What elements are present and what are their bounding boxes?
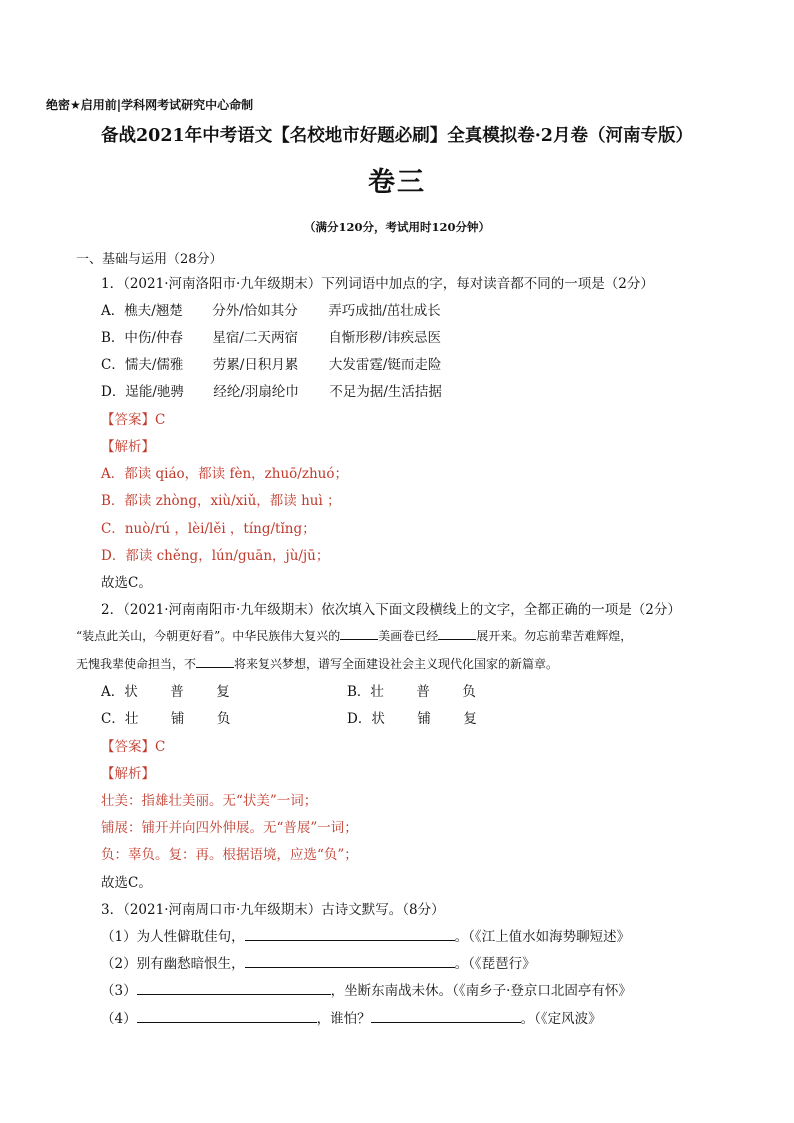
option-label: D． (101, 384, 126, 400)
passage-text: 美画卷已经 (378, 629, 439, 643)
q2-answer (101, 735, 165, 755)
q2-passage-line-1 (76, 626, 632, 644)
option-word: 星宿/二天两宿 (212, 330, 298, 346)
option-label: B． (347, 684, 371, 700)
option-char: 状 (124, 684, 138, 700)
passage-text: 展开来。勿忘前辈苦难辉煌， (476, 629, 633, 643)
option-char: 普 (416, 684, 430, 700)
answer-tag: 【答案】 (101, 412, 155, 428)
item-source: ，坐断东南战未休。（《南乡子·登京口北固亭有怀》 (330, 983, 632, 999)
q3-item-2 (101, 952, 536, 972)
option-word: 逞能/驰骋 (125, 384, 184, 400)
item-source: 。（《琵琶行》 (454, 956, 536, 972)
q1-option-a (101, 299, 441, 319)
option-char: 壮 (124, 711, 139, 727)
fill-blank (196, 654, 234, 668)
option-char: 状 (371, 711, 385, 727)
answer-value: C (155, 412, 166, 428)
q1-analysis-b: B．都读 zhòng，xiù/xiǔ，都读 huì ； (101, 493, 341, 509)
option-word: 自惭形秽/讳疾忌医 (328, 330, 441, 346)
q2-analysis-tag: 【解析】 (101, 766, 155, 782)
q2-option-d (347, 707, 477, 727)
option-word: 中伤/仲春 (124, 330, 183, 346)
answer-tag: 【答案】 (101, 739, 155, 755)
volume-title: 卷三 (368, 167, 426, 198)
item-source: 。（《江上值水如海势聊短述》 (454, 929, 631, 945)
option-char: 复 (463, 711, 477, 727)
q1-analysis-tag: 【解析】 (101, 439, 155, 455)
item-text: （4） (101, 1011, 137, 1027)
option-word: 大发雷霆/铤而走险 (328, 357, 442, 373)
q2-conclusion: 故选C。 (101, 875, 152, 891)
option-char: 壮 (370, 684, 384, 700)
fill-blank (438, 626, 476, 640)
question-3-stem: 3．（2021·河南周口市·九年级期末）古诗文默写。（8分） (101, 902, 445, 918)
q1-answer (101, 408, 165, 428)
answer-blank (245, 927, 455, 941)
option-word: 不足为据/生活拮据 (329, 384, 442, 400)
answer-blank (245, 954, 455, 968)
item-text: （1）为人性僻耽佳句， (101, 929, 245, 945)
fill-blank (340, 626, 378, 640)
item-text: （2）别有幽愁暗恨生， (101, 956, 245, 972)
confidential-note: 绝密★启用前|学科网考试研究中心命制 (46, 98, 254, 112)
q1-option-d (101, 380, 442, 400)
option-word: 经纶/羽扇纶巾 (213, 384, 299, 400)
option-char: 负 (462, 684, 476, 700)
passage-text: “装点此关山，今朝更好看”。中华民族伟大复兴的 (76, 629, 341, 643)
answer-blank (137, 981, 331, 995)
item-text: ，谁怕？ (316, 1011, 371, 1027)
q2-option-b (347, 680, 476, 700)
q1-conclusion: 故选C。 (101, 575, 152, 591)
option-label: B． (101, 330, 125, 346)
q1-analysis-c: C．nuò/rú ，lèi/lěi ，tíng/tǐng； (101, 521, 316, 537)
option-char: 铺 (170, 711, 185, 727)
passage-text: 无愧我辈使命担当，不 (76, 657, 197, 671)
q2-option-c (101, 707, 230, 727)
question-1-stem: 1．（2021·河南洛阳市·九年级期末）下列词语中加点的字，每对读音都不同的一项是（2分） (101, 276, 654, 292)
option-word: 懦夫/儒雅 (124, 357, 184, 373)
answer-blank (371, 1009, 521, 1023)
q2-analysis-2: 铺展：铺开并向四外伸展。无“普展”一词； (101, 820, 358, 836)
score-note: （满分120分，考试用时120分钟） (303, 220, 490, 234)
option-word: 樵夫/翘楚 (124, 303, 183, 319)
option-label: A． (101, 303, 125, 319)
q2-passage-line-2 (76, 654, 558, 672)
option-label: C． (101, 357, 125, 373)
option-label: C． (101, 711, 125, 727)
answer-value: C (155, 739, 166, 755)
option-word: 劳累/日积月累 (212, 357, 299, 373)
q1-analysis-d: D．都读 chěng，lún/guān，jù/jū； (101, 548, 330, 564)
option-label: D． (347, 711, 372, 727)
option-label: A． (101, 684, 125, 700)
q2-analysis-3: 负：辜负。复：再。根据语境，应选“负”； (101, 847, 358, 863)
q2-option-a (101, 680, 230, 700)
q2-analysis-1: 壮美：指雄壮美丽。无“状美”一词； (101, 793, 318, 809)
option-word: 分外/恰如其分 (212, 303, 298, 319)
q3-item-4 (101, 1007, 602, 1027)
option-char: 普 (170, 684, 184, 700)
option-char: 铺 (417, 711, 431, 727)
q1-analysis-a: A．都读 qiáo，都读 fèn，zhuō/zhuó； (101, 466, 348, 482)
item-text: （3） (101, 983, 137, 999)
passage-text: 将来复兴梦想，谱写全面建设社会主义现代化国家的新篇章。 (234, 657, 559, 671)
q1-option-b (101, 326, 441, 346)
answer-blank (137, 1009, 317, 1023)
question-2-stem: 2．（2021·河南南阳市·九年级期末）依次填入下面文段横线上的文字，全都正确的一项是（2分） (101, 602, 681, 618)
section-heading: 一、基础与运用（28分） (76, 252, 223, 267)
option-char: 复 (216, 684, 230, 700)
item-source: 。（《定风波》 (520, 1011, 602, 1027)
option-char: 负 (216, 711, 231, 727)
q3-item-3 (101, 979, 632, 999)
q1-option-c (101, 353, 441, 373)
q3-item-1 (101, 925, 630, 945)
exam-title: 备战2021年中考语文【名校地市好题必刷】全真模拟卷·2月卷（河南专版） (101, 126, 693, 146)
option-word: 弄巧成拙/茁壮成长 (328, 303, 441, 319)
